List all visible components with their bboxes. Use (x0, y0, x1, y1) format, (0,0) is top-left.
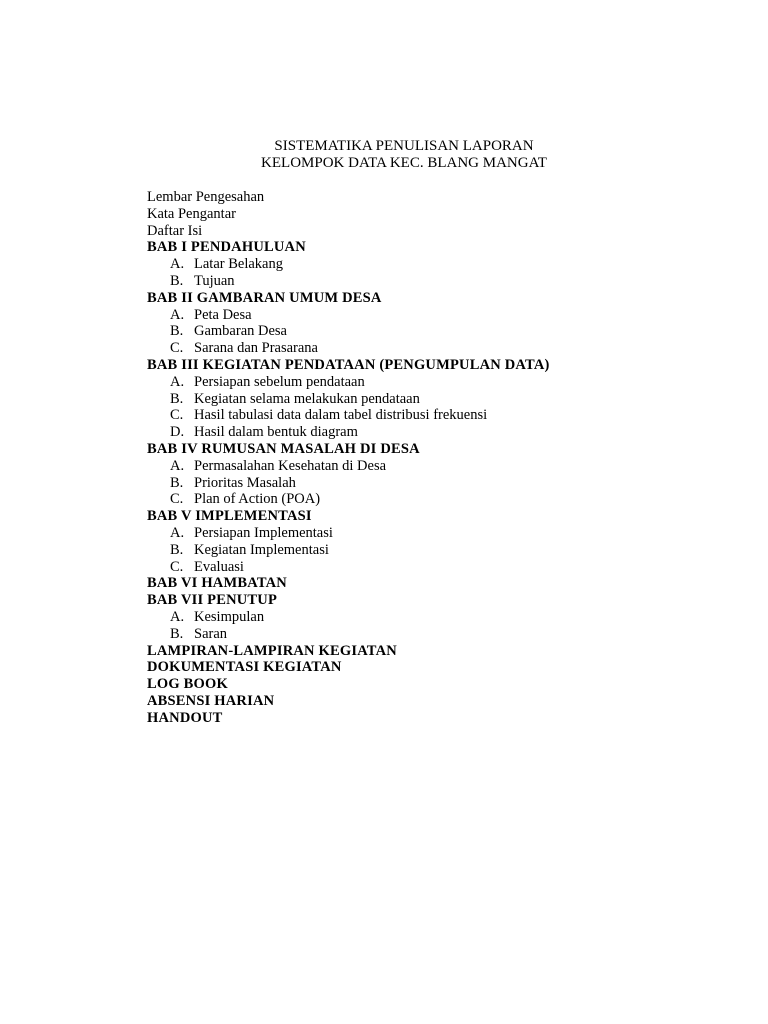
subsection-label: Hasil dalam bentuk diagram (194, 424, 358, 441)
subsection-item (147, 542, 707, 559)
subsection-item (147, 391, 707, 408)
subsection-label: Permasalahan Kesehatan di Desa (194, 457, 387, 474)
subsection-label: Sarana dan Prasarana (194, 340, 318, 357)
subsection-item (147, 340, 707, 357)
subsection-label: Kesimpulan (194, 608, 265, 625)
subsection-item (147, 374, 707, 391)
subsection-item (147, 559, 707, 576)
subsection-marker: C. (170, 340, 184, 357)
document-title (0, 138, 768, 172)
subsection-label: Prioritas Masalah (194, 474, 296, 491)
chapter-heading: ABSENSI HARIAN (147, 692, 275, 709)
subsection-item (147, 458, 707, 475)
subsection-marker: A. (170, 457, 185, 474)
subsection-item (147, 609, 707, 626)
chapter-heading: BAB III KEGIATAN PENDATAAN (PENGUMPULAN DATA) (147, 356, 550, 373)
subsection-marker: B. (170, 541, 184, 558)
chapter-heading: LOG BOOK (147, 676, 228, 693)
subsection-marker: C. (170, 558, 184, 575)
subsection-item (147, 525, 707, 542)
subsection-item (147, 491, 707, 508)
subsection-label: Saran (194, 625, 228, 642)
subsection-label: Plan of Action (POA) (194, 491, 321, 508)
subsection-item (147, 323, 707, 340)
subsection-label: Kegiatan selama melakukan pendataan (194, 390, 420, 407)
chapter-heading: HANDOUT (147, 709, 223, 726)
subsection-marker: B. (170, 390, 184, 407)
chapter-heading: BAB VII PENUTUP (147, 592, 278, 609)
chapter-heading: BAB VI HAMBATAN (147, 575, 287, 592)
subsection-marker: B. (170, 272, 184, 289)
title-line-2: KELOMPOK DATA KEC. BLANG MANGAT (261, 155, 547, 171)
subsection-label: Evaluasi (194, 558, 244, 575)
subsection-item (147, 407, 707, 424)
subsection-marker: B. (170, 474, 184, 491)
subsection-marker: A. (170, 608, 185, 625)
subsection-label: Gambaran Desa (194, 323, 287, 340)
subsection-marker: B. (170, 323, 184, 340)
chapter-heading: LAMPIRAN-LAMPIRAN KEGIATAN (147, 642, 397, 659)
subsection-marker: B. (170, 625, 184, 642)
subsection-label: Hasil tabulasi data dalam tabel distribusi frekuensi (194, 407, 488, 424)
chapter-heading: DOKUMENTASI KEGIATAN (147, 659, 342, 676)
chapter-heading: BAB V IMPLEMENTASI (147, 508, 312, 525)
subsection-marker: D. (170, 424, 185, 441)
subsection-item (147, 424, 707, 441)
subsection-marker: A. (170, 373, 185, 390)
subsection-item (147, 307, 707, 324)
subsection-item (147, 475, 707, 492)
subsection-label: Persiapan Implementasi (194, 524, 333, 541)
subsection-label: Tujuan (194, 272, 235, 289)
subsection-label: Persiapan sebelum pendataan (194, 373, 365, 390)
subsection-label: Peta Desa (194, 306, 252, 323)
subsection-item (147, 626, 707, 643)
title-line-1: SISTEMATIKA PENULISAN LAPORAN (274, 138, 534, 154)
subsection-label: Kegiatan Implementasi (194, 541, 329, 558)
subsection-marker: A. (170, 524, 185, 541)
subsection-label: Latar Belakang (194, 256, 283, 273)
subsection-marker: A. (170, 256, 185, 273)
chapter-heading: BAB IV RUMUSAN MASALAH DI DESA (147, 440, 420, 457)
subsection-item (147, 273, 707, 290)
subsection-marker: C. (170, 407, 184, 424)
front-matter-item: Daftar Isi (147, 222, 203, 239)
subsection-marker: A. (170, 306, 185, 323)
chapter-heading: BAB II GAMBARAN UMUM DESA (147, 289, 382, 306)
chapter-heading: BAB I PENDAHULUAN (147, 239, 306, 256)
subsection-item (147, 256, 707, 273)
front-matter-item: Lembar Pengesahan (147, 189, 265, 205)
table-of-contents (147, 189, 707, 727)
subsection-marker: C. (170, 491, 184, 508)
front-matter-item: Kata Pengantar (147, 205, 236, 222)
